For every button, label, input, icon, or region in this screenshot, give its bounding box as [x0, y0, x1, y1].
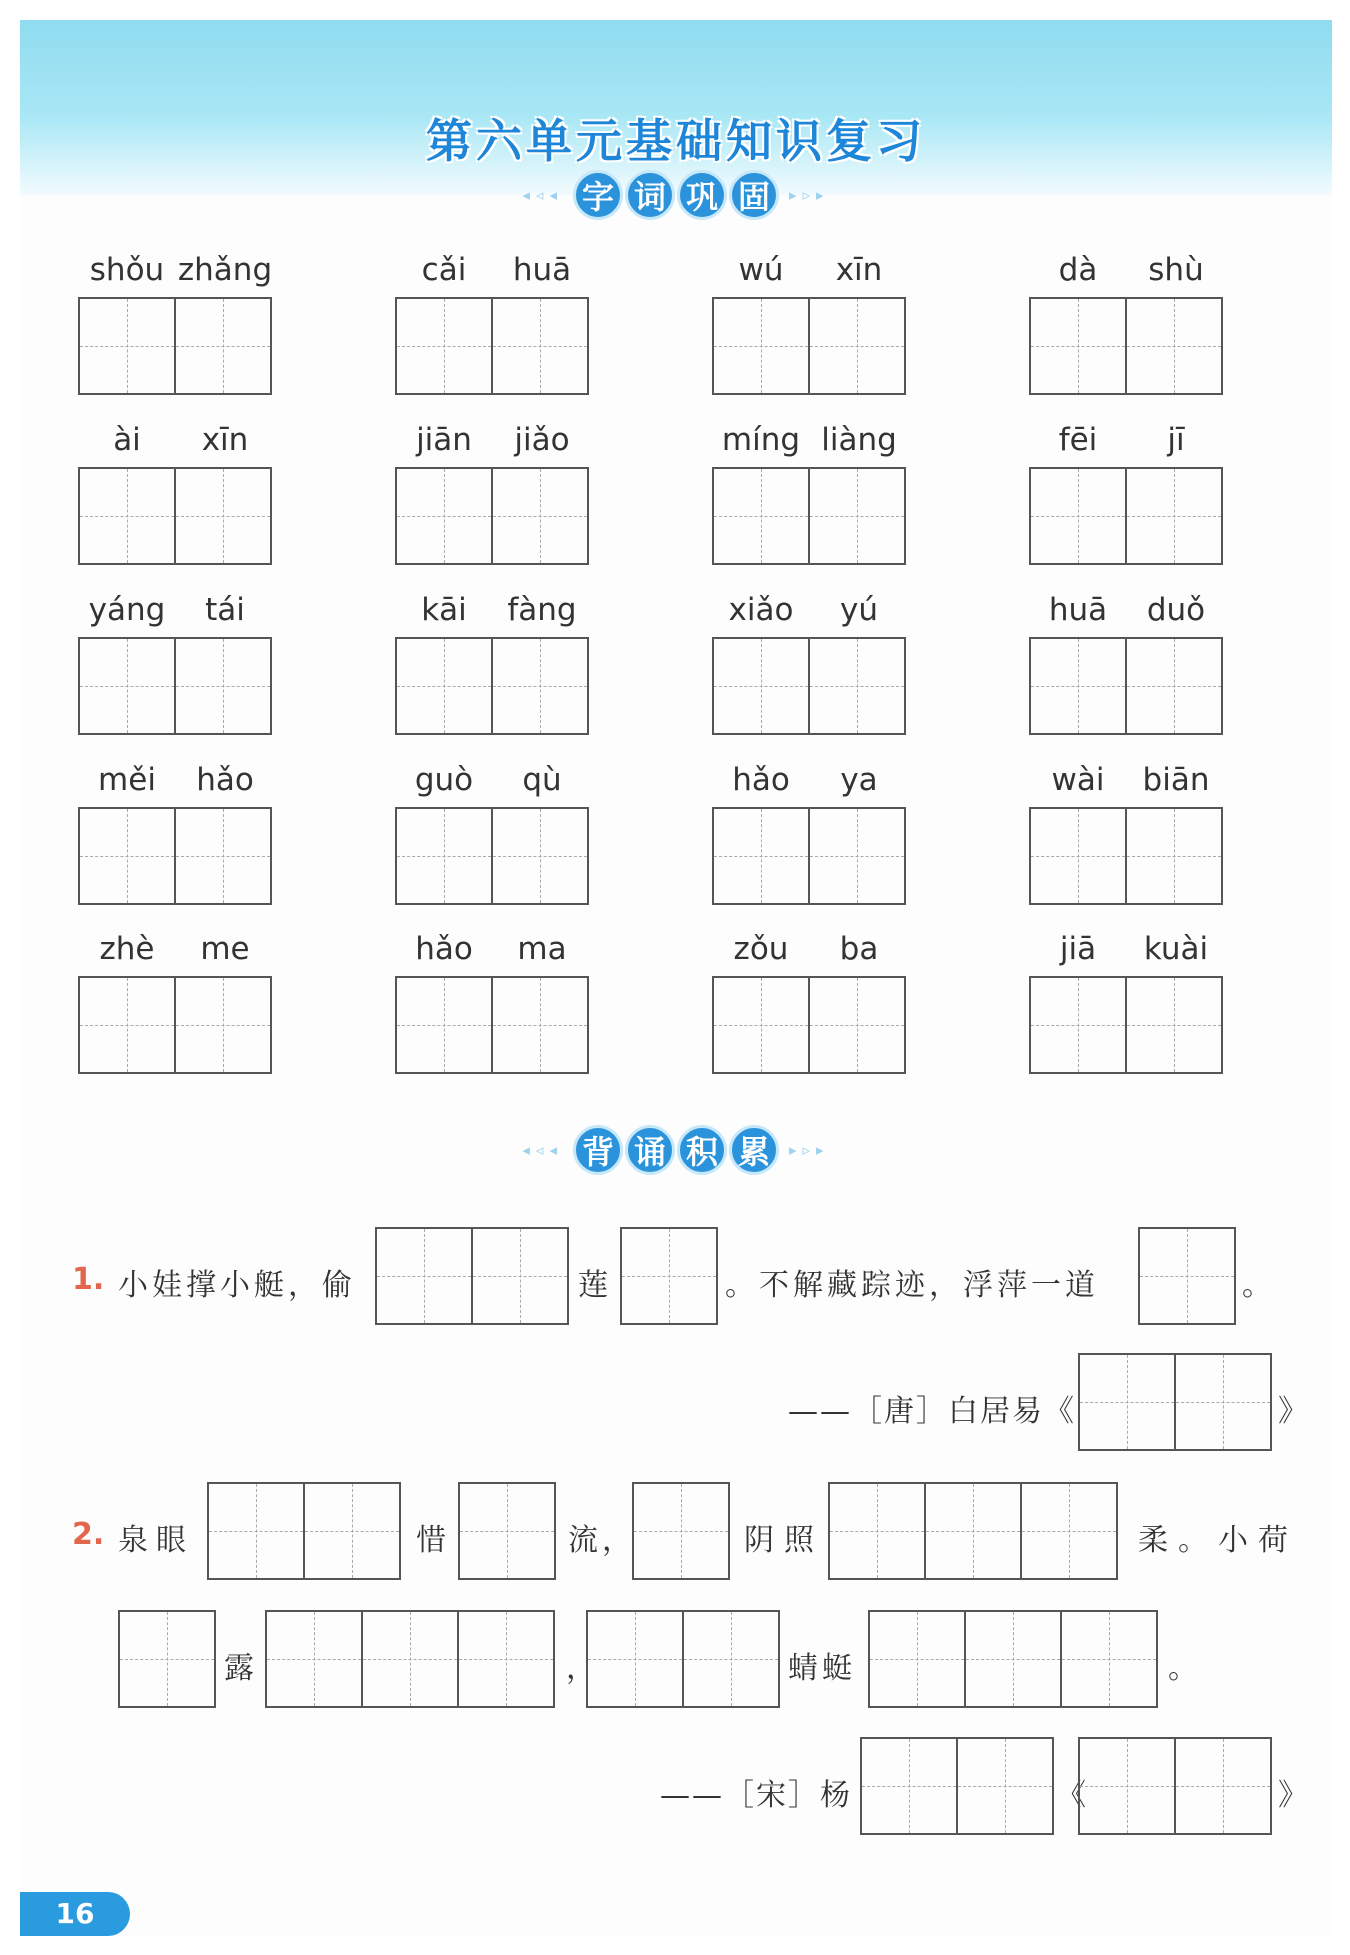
pinyin-syllable: yáng — [88, 592, 166, 628]
answer-box-pair[interactable] — [78, 637, 270, 735]
pinyin-syllable: ài — [113, 422, 141, 458]
pinyin-syllable: ya — [840, 762, 878, 798]
pinyin-syllable: kuài — [1143, 931, 1209, 967]
answer-box[interactable] — [712, 637, 810, 735]
pinyin-label — [395, 422, 591, 464]
answer-box-pair[interactable] — [1029, 976, 1221, 1074]
answer-box-pair[interactable] — [712, 637, 904, 735]
pinyin-label — [712, 252, 908, 294]
q2-answer-boxes-7[interactable] — [586, 1610, 778, 1708]
pinyin-syllable: xiǎo — [728, 592, 794, 628]
answer-box-pair[interactable] — [78, 976, 270, 1074]
q2-answer-boxes-3[interactable] — [632, 1482, 728, 1580]
pinyin-label — [1029, 762, 1225, 804]
heading-char: 字 — [573, 170, 623, 220]
answer-box-pair[interactable] — [1029, 467, 1221, 565]
pinyin-syllable: míng — [721, 422, 801, 458]
pinyin-syllable: liàng — [821, 422, 897, 458]
answer-box[interactable] — [808, 976, 906, 1074]
pinyin-label — [78, 252, 274, 294]
answer-box[interactable] — [458, 1482, 556, 1580]
answer-box[interactable] — [1174, 1737, 1272, 1835]
answer-box[interactable] — [174, 976, 272, 1074]
pinyin-syllable: yú — [840, 592, 878, 628]
heading-char: 积 — [677, 1125, 727, 1175]
pinyin-label — [78, 592, 274, 634]
q2-answer-boxes-5[interactable] — [118, 1610, 214, 1708]
answer-box[interactable] — [620, 1227, 718, 1325]
pinyin-label — [78, 422, 274, 464]
pinyin-syllable: guò — [414, 762, 474, 798]
answer-box[interactable] — [491, 467, 589, 565]
answer-box-pair[interactable] — [712, 297, 904, 395]
answer-box[interactable] — [586, 1610, 684, 1708]
q1-text-1: 小娃撑小艇，偷 — [118, 1268, 356, 1303]
answer-box[interactable] — [964, 1610, 1062, 1708]
q2-text-3: 流， — [568, 1523, 636, 1558]
answer-box[interactable] — [78, 467, 176, 565]
pinyin-label — [1029, 931, 1225, 973]
pinyin-label — [712, 592, 908, 634]
answer-box[interactable] — [491, 807, 589, 905]
q2-answer-boxes-2[interactable] — [458, 1482, 554, 1580]
pinyin-syllable: duǒ — [1146, 592, 1206, 628]
pinyin-label — [395, 762, 591, 804]
answer-box[interactable] — [1029, 297, 1127, 395]
pinyin-syllable: jī — [1167, 422, 1185, 458]
pinyin-syllable: huā — [512, 252, 572, 288]
answer-box[interactable] — [1020, 1482, 1118, 1580]
pinyin-syllable: dà — [1058, 252, 1098, 288]
pinyin-syllable: fēi — [1058, 422, 1098, 458]
pinyin-syllable: qù — [522, 762, 562, 798]
right-arrows-icon: ▸▹▸ — [789, 186, 830, 204]
pinyin-label — [712, 422, 908, 464]
pinyin-syllable: fàng — [507, 592, 577, 628]
answer-box-pair[interactable] — [395, 807, 587, 905]
q2-text-2: 惜 — [416, 1523, 450, 1558]
answer-box[interactable] — [1174, 1353, 1272, 1451]
q2-title-boxes[interactable] — [1078, 1737, 1270, 1835]
pinyin-label — [1029, 592, 1225, 634]
pinyin-syllable: biān — [1142, 762, 1210, 798]
q1-answer-boxes-3[interactable] — [1138, 1227, 1234, 1325]
answer-box-pair[interactable] — [712, 467, 904, 565]
pinyin-label — [712, 931, 908, 973]
pinyin-syllable: cǎi — [421, 252, 467, 288]
right-arrows-icon: ▸▹▸ — [789, 1141, 830, 1159]
answer-box[interactable] — [1060, 1610, 1158, 1708]
pinyin-syllable: kāi — [421, 592, 467, 628]
q2-text-9: 。 — [1168, 1651, 1202, 1686]
pinyin-syllable: měi — [98, 762, 156, 798]
worksheet-page — [20, 20, 1332, 1936]
answer-box[interactable] — [457, 1610, 555, 1708]
answer-box-pair[interactable] — [395, 297, 587, 395]
q2-source: ——［宋］杨 — [660, 1778, 852, 1813]
page-title: 第六单元基础知识复习 — [426, 114, 926, 168]
answer-box[interactable] — [808, 467, 906, 565]
answer-box[interactable] — [924, 1482, 1022, 1580]
q2-text-1: 泉眼 — [118, 1523, 194, 1558]
heading-char: 巩 — [677, 170, 727, 220]
answer-box-pair[interactable] — [712, 976, 904, 1074]
answer-box-pair[interactable] — [1029, 297, 1221, 395]
answer-box[interactable] — [868, 1610, 966, 1708]
answer-box-pair[interactable] — [712, 807, 904, 905]
pinyin-syllable: zhè — [99, 931, 155, 967]
answer-box[interactable] — [1078, 1353, 1176, 1451]
answer-box[interactable] — [1138, 1227, 1236, 1325]
pinyin-syllable: zhǎng — [177, 252, 273, 288]
answer-box-pair[interactable] — [1029, 637, 1221, 735]
question-1-number: 1. — [72, 1262, 105, 1297]
pinyin-syllable: hǎo — [196, 762, 254, 798]
q2-text-4: 阴照 — [744, 1523, 824, 1558]
q2-text-7: ， — [566, 1651, 600, 1686]
answer-box[interactable] — [491, 637, 589, 735]
heading-circles — [573, 170, 779, 220]
heading-char: 固 — [729, 170, 779, 220]
answer-box[interactable] — [375, 1227, 473, 1325]
q2-answer-boxes-6[interactable] — [265, 1610, 553, 1708]
pinyin-syllable: wú — [738, 252, 784, 288]
pinyin-syllable: xīn — [835, 252, 883, 288]
pinyin-syllable: shǒu — [89, 252, 165, 288]
pinyin-syllable: hǎo — [415, 931, 473, 967]
answer-box[interactable] — [1125, 637, 1223, 735]
answer-box[interactable] — [471, 1227, 569, 1325]
answer-box[interactable] — [1078, 1737, 1176, 1835]
answer-box[interactable] — [78, 976, 176, 1074]
pinyin-syllable: ba — [839, 931, 879, 967]
answer-box[interactable] — [118, 1610, 216, 1708]
answer-box[interactable] — [1125, 467, 1223, 565]
answer-box[interactable] — [808, 297, 906, 395]
pinyin-label — [78, 931, 274, 973]
heading-char: 累 — [729, 1125, 779, 1175]
q1-source-end: 》 — [1278, 1394, 1312, 1429]
answer-box[interactable] — [395, 637, 493, 735]
answer-box-pair[interactable] — [78, 807, 270, 905]
answer-box[interactable] — [265, 1610, 363, 1708]
left-arrows-icon: ◂◃◂ — [522, 1141, 563, 1159]
pinyin-syllable: jiǎo — [514, 422, 570, 458]
answer-box[interactable] — [174, 467, 272, 565]
answer-box[interactable] — [174, 637, 272, 735]
answer-box[interactable] — [1029, 807, 1127, 905]
q1-text-4: 。 — [1242, 1268, 1276, 1303]
answer-box[interactable] — [1029, 637, 1127, 735]
answer-box[interactable] — [956, 1737, 1054, 1835]
heading-char: 词 — [625, 170, 675, 220]
pinyin-syllable: hǎo — [732, 762, 790, 798]
pinyin-label — [78, 762, 274, 804]
answer-box[interactable] — [712, 297, 810, 395]
q1-answer-boxes-1[interactable] — [375, 1227, 567, 1325]
q2-text-5: 柔。小荷 — [1138, 1523, 1298, 1558]
q1-title-boxes[interactable] — [1078, 1353, 1270, 1451]
pinyin-syllable: jiā — [1059, 931, 1097, 967]
pinyin-syllable: zǒu — [733, 931, 789, 967]
answer-box[interactable] — [395, 467, 493, 565]
answer-box-pair[interactable] — [78, 467, 270, 565]
answer-box[interactable] — [1029, 467, 1127, 565]
q2-text-6: 露 — [224, 1651, 258, 1686]
answer-box-pair[interactable] — [1029, 807, 1221, 905]
pinyin-syllable: shù — [1148, 252, 1204, 288]
q2-source-end: 》 — [1278, 1778, 1312, 1813]
heading-circles — [573, 1125, 779, 1175]
pinyin-syllable: wài — [1051, 762, 1105, 798]
answer-box[interactable] — [491, 976, 589, 1074]
pinyin-label — [712, 762, 908, 804]
q2-answer-boxes-1[interactable] — [207, 1482, 399, 1580]
pinyin-syllable: me — [200, 931, 250, 967]
answer-box[interactable] — [207, 1482, 305, 1580]
answer-box[interactable] — [682, 1610, 780, 1708]
section-heading-words — [20, 165, 1332, 225]
answer-box[interactable] — [395, 976, 493, 1074]
q1-text-3: 。不解藏踪迹，浮萍一道 — [725, 1268, 1099, 1303]
answer-box[interactable] — [860, 1737, 958, 1835]
q2-author-boxes[interactable] — [860, 1737, 1052, 1835]
answer-box[interactable] — [361, 1610, 459, 1708]
answer-box-pair[interactable] — [78, 297, 270, 395]
pinyin-syllable: huā — [1048, 592, 1108, 628]
answer-box[interactable] — [1029, 976, 1127, 1074]
answer-box[interactable] — [174, 807, 272, 905]
answer-box[interactable] — [78, 297, 176, 395]
answer-box-pair[interactable] — [395, 976, 587, 1074]
answer-box-pair[interactable] — [395, 467, 587, 565]
answer-box[interactable] — [828, 1482, 926, 1580]
q2-source-mid: 《 — [1056, 1778, 1090, 1813]
q1-answer-boxes-2[interactable] — [620, 1227, 716, 1325]
left-arrows-icon: ◂◃◂ — [522, 186, 563, 204]
page-number: 16 — [20, 1892, 130, 1936]
question-2-number: 2. — [72, 1517, 105, 1552]
answer-box[interactable] — [808, 807, 906, 905]
pinyin-label — [1029, 422, 1225, 464]
q2-answer-boxes-8[interactable] — [868, 1610, 1156, 1708]
answer-box[interactable] — [395, 807, 493, 905]
pinyin-label — [395, 931, 591, 973]
answer-box[interactable] — [1125, 297, 1223, 395]
pinyin-label — [395, 592, 591, 634]
answer-box[interactable] — [78, 637, 176, 735]
pinyin-syllable: jiān — [416, 422, 472, 458]
q2-answer-boxes-4[interactable] — [828, 1482, 1116, 1580]
pinyin-syllable: tái — [205, 592, 245, 628]
q2-text-8: 蜻蜓 — [788, 1651, 856, 1686]
section-heading-recite — [20, 1120, 1332, 1180]
pinyin-syllable: ma — [517, 931, 567, 967]
answer-box[interactable] — [395, 297, 493, 395]
answer-box[interactable] — [632, 1482, 730, 1580]
q1-text-2: 莲 — [578, 1268, 612, 1303]
answer-box[interactable] — [712, 807, 810, 905]
answer-box[interactable] — [491, 297, 589, 395]
answer-box[interactable] — [1125, 976, 1223, 1074]
answer-box[interactable] — [174, 297, 272, 395]
answer-box[interactable] — [78, 807, 176, 905]
pinyin-label — [1029, 252, 1225, 294]
answer-box[interactable] — [303, 1482, 401, 1580]
pinyin-syllable: xīn — [201, 422, 249, 458]
answer-box[interactable] — [1125, 807, 1223, 905]
pinyin-label — [395, 252, 591, 294]
heading-char: 背 — [573, 1125, 623, 1175]
answer-box[interactable] — [712, 467, 810, 565]
q1-source: ——［唐］白居易《 — [788, 1394, 1076, 1429]
heading-char: 诵 — [625, 1125, 675, 1175]
answer-box[interactable] — [712, 976, 810, 1074]
answer-box-pair[interactable] — [395, 637, 587, 735]
answer-box[interactable] — [808, 637, 906, 735]
